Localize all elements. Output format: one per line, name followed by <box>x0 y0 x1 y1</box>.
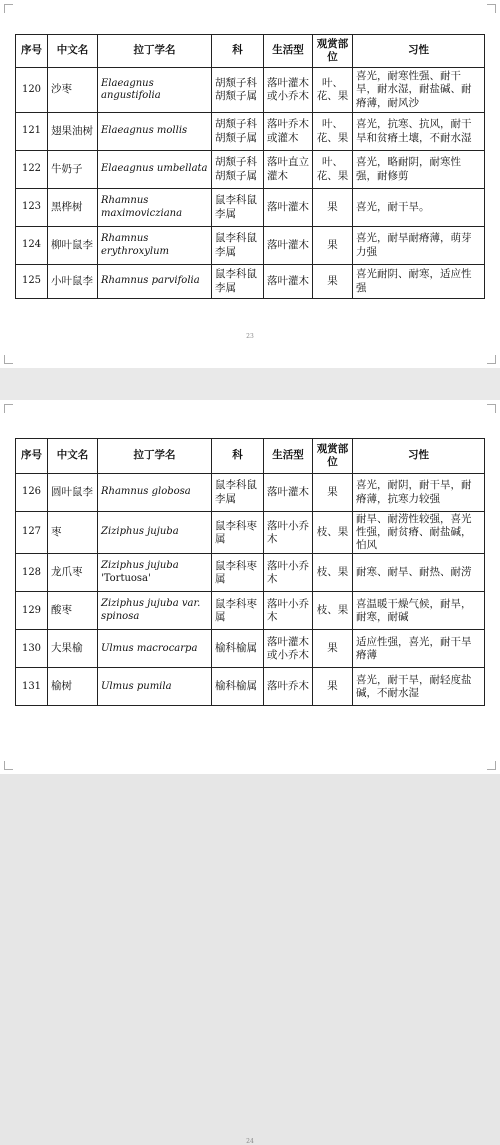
latin-binomial: Ulmus macrocarpa <box>101 642 198 654</box>
cell-habit: 喜光，耐阴，耐干旱，耐瘠薄，抗寒力较强 <box>353 474 485 512</box>
cell-chinese-name: 枣 <box>48 512 98 554</box>
cell-ornamental-part: 果 <box>313 189 353 227</box>
cell-family: 榆科榆属 <box>212 630 264 668</box>
cell-latin-name <box>98 68 212 113</box>
page-number: 24 <box>246 1138 254 1145</box>
cell-latin-name <box>98 554 212 592</box>
latin-binomial: Elaeagnus angustifolia <box>101 77 161 101</box>
header-no: 序号 <box>16 35 48 68</box>
cell-number: 127 <box>16 512 48 554</box>
cell-life-form: 落叶小乔木 <box>264 512 313 554</box>
cell-number: 123 <box>16 189 48 227</box>
cell-family: 胡颓子科胡颓子属 <box>212 113 264 151</box>
crop-mark <box>4 761 13 770</box>
latin-binomial: Rhamnus maximovicziana <box>101 195 183 219</box>
latin-binomial: Rhamnus erythroxylum <box>101 233 170 257</box>
cell-ornamental-part: 叶、花、果 <box>313 113 353 151</box>
cell-chinese-name: 圆叶鼠李 <box>48 474 98 512</box>
table-row <box>16 265 485 299</box>
cultivar-name: 'Tortuosa' <box>101 572 151 584</box>
cell-family: 胡颓子科胡颓子属 <box>212 151 264 189</box>
crop-mark <box>487 4 496 13</box>
species-table-2 <box>15 438 485 706</box>
cell-chinese-name: 酸枣 <box>48 592 98 630</box>
cell-chinese-name: 小叶鼠李 <box>48 265 98 299</box>
cell-family: 鼠李科鼠李属 <box>212 474 264 512</box>
latin-binomial: Elaeagnus umbellata <box>101 163 208 175</box>
table-row <box>16 68 485 113</box>
cell-ornamental-part: 枝、果 <box>313 554 353 592</box>
header-ornamental-part: 观赏部位 <box>313 439 353 474</box>
cell-life-form: 落叶乔木 <box>264 668 313 706</box>
cell-number: 130 <box>16 630 48 668</box>
cell-number: 121 <box>16 113 48 151</box>
cell-family: 鼠李科枣属 <box>212 512 264 554</box>
table-row <box>16 630 485 668</box>
table-header-row <box>16 439 485 474</box>
cell-ornamental-part: 果 <box>313 265 353 299</box>
cell-habit: 耐旱、耐涝性较强，喜光性强，耐贫瘠、耐盐碱，怕风 <box>353 512 485 554</box>
cell-life-form: 落叶灌木 <box>264 474 313 512</box>
cell-habit: 喜光，略耐阴，耐寒性强，耐修剪 <box>353 151 485 189</box>
cell-number: 122 <box>16 151 48 189</box>
cell-number: 125 <box>16 265 48 299</box>
cell-ornamental-part: 果 <box>313 227 353 265</box>
cell-chinese-name: 柳叶鼠李 <box>48 227 98 265</box>
cell-family: 鼠李科枣属 <box>212 592 264 630</box>
cell-chinese-name: 大果榆 <box>48 630 98 668</box>
cell-family: 榆科榆属 <box>212 668 264 706</box>
cell-family: 鼠李科鼠李属 <box>212 265 264 299</box>
cell-life-form: 落叶直立灌木 <box>264 151 313 189</box>
cell-latin-name <box>98 227 212 265</box>
cell-family: 胡颓子科胡颓子属 <box>212 68 264 113</box>
latin-binomial: Ziziphus jujuba var. spinosa <box>101 598 201 622</box>
cell-life-form: 落叶乔木或灌木 <box>264 113 313 151</box>
table-row <box>16 592 485 630</box>
cell-chinese-name: 黑桦树 <box>48 189 98 227</box>
cell-latin-name <box>98 151 212 189</box>
cell-life-form: 落叶小乔木 <box>264 592 313 630</box>
table-row <box>16 668 485 706</box>
cell-ornamental-part: 叶、花、果 <box>313 151 353 189</box>
cell-habit: 喜光耐阴、耐寒，适应性强 <box>353 265 485 299</box>
cell-ornamental-part: 枝、果 <box>313 512 353 554</box>
cell-latin-name <box>98 512 212 554</box>
cell-chinese-name: 龙爪枣 <box>48 554 98 592</box>
cell-chinese-name: 牛奶子 <box>48 151 98 189</box>
table-row <box>16 512 485 554</box>
cell-number: 120 <box>16 68 48 113</box>
crop-mark <box>4 4 13 13</box>
cell-number: 129 <box>16 592 48 630</box>
cell-life-form: 落叶灌木 <box>264 265 313 299</box>
table-body <box>16 474 485 706</box>
table-row <box>16 554 485 592</box>
cell-ornamental-part: 枝、果 <box>313 592 353 630</box>
cell-life-form: 落叶灌木 <box>264 227 313 265</box>
crop-mark <box>4 404 13 413</box>
cell-habit: 喜光，耐干旱，耐轻度盐碱，不耐水湿 <box>353 668 485 706</box>
species-table-1 <box>15 34 485 299</box>
latin-binomial: Rhamnus parvifolia <box>101 275 200 287</box>
cell-number: 128 <box>16 554 48 592</box>
table-body <box>16 68 485 299</box>
header-family: 科 <box>212 439 264 474</box>
header-ornamental-part: 观赏部位 <box>313 35 353 68</box>
table-row <box>16 113 485 151</box>
cell-ornamental-part: 果 <box>313 474 353 512</box>
cell-latin-name <box>98 265 212 299</box>
latin-binomial: Ulmus pumila <box>101 680 172 692</box>
cell-habit: 喜光，抗寒、抗风，耐干旱和贫瘠土壤，不耐水湿 <box>353 113 485 151</box>
cell-habit: 适应性强，喜光，耐干旱瘠薄 <box>353 630 485 668</box>
cell-life-form: 落叶灌木或小乔木 <box>264 630 313 668</box>
header-life-form: 生活型 <box>264 35 313 68</box>
crop-mark <box>4 355 13 364</box>
cell-habit: 喜光，耐旱耐瘠薄，萌芽力强 <box>353 227 485 265</box>
page-number: 23 <box>246 333 254 340</box>
latin-binomial: Ziziphus jujuba <box>101 560 179 572</box>
header-habit: 习性 <box>353 439 485 474</box>
document-page-2 <box>0 400 500 1145</box>
cell-latin-name <box>98 474 212 512</box>
page-gap <box>0 368 500 400</box>
crop-mark <box>487 355 496 364</box>
cell-habit: 喜光，耐寒性强、耐干旱，耐水湿，耐盐碱、耐瘠薄，耐风沙 <box>353 68 485 113</box>
latin-binomial: Elaeagnus mollis <box>101 125 188 137</box>
header-latin-name: 拉丁学名 <box>98 439 212 474</box>
cell-number: 131 <box>16 668 48 706</box>
cell-latin-name <box>98 630 212 668</box>
crop-mark <box>487 404 496 413</box>
cell-chinese-name: 榆树 <box>48 668 98 706</box>
cell-life-form: 落叶灌木 <box>264 189 313 227</box>
header-chinese-name: 中文名 <box>48 35 98 68</box>
header-latin-name: 拉丁学名 <box>98 35 212 68</box>
cell-family: 鼠李科鼠李属 <box>212 227 264 265</box>
table-row <box>16 474 485 512</box>
header-habit: 习性 <box>353 35 485 68</box>
cell-chinese-name: 翅果油树 <box>48 113 98 151</box>
table-header-row <box>16 35 485 68</box>
cell-family: 鼠李科枣属 <box>212 554 264 592</box>
cell-family: 鼠李科鼠李属 <box>212 189 264 227</box>
table-row <box>16 189 485 227</box>
cell-number: 124 <box>16 227 48 265</box>
header-chinese-name: 中文名 <box>48 439 98 474</box>
latin-binomial: Ziziphus jujuba <box>101 526 179 538</box>
cell-ornamental-part: 果 <box>313 630 353 668</box>
table-row <box>16 151 485 189</box>
cell-habit: 喜温暖干燥气候，耐旱，耐寒，耐碱 <box>353 592 485 630</box>
cell-latin-name <box>98 592 212 630</box>
document-page-1 <box>0 0 500 368</box>
cell-life-form: 落叶灌木或小乔木 <box>264 68 313 113</box>
cell-number: 126 <box>16 474 48 512</box>
cell-latin-name <box>98 113 212 151</box>
cell-life-form: 落叶小乔木 <box>264 554 313 592</box>
crop-mark <box>487 761 496 770</box>
header-life-form: 生活型 <box>264 439 313 474</box>
cell-chinese-name: 沙枣 <box>48 68 98 113</box>
cell-ornamental-part: 果 <box>313 668 353 706</box>
table-row <box>16 227 485 265</box>
cell-latin-name <box>98 668 212 706</box>
latin-binomial: Rhamnus globosa <box>101 486 191 498</box>
cell-habit: 耐寒、耐旱、耐热、耐涝 <box>353 554 485 592</box>
cell-latin-name <box>98 189 212 227</box>
header-family: 科 <box>212 35 264 68</box>
cell-habit: 喜光，耐干旱。 <box>353 189 485 227</box>
header-no: 序号 <box>16 439 48 474</box>
cell-ornamental-part: 叶、花、果 <box>313 68 353 113</box>
